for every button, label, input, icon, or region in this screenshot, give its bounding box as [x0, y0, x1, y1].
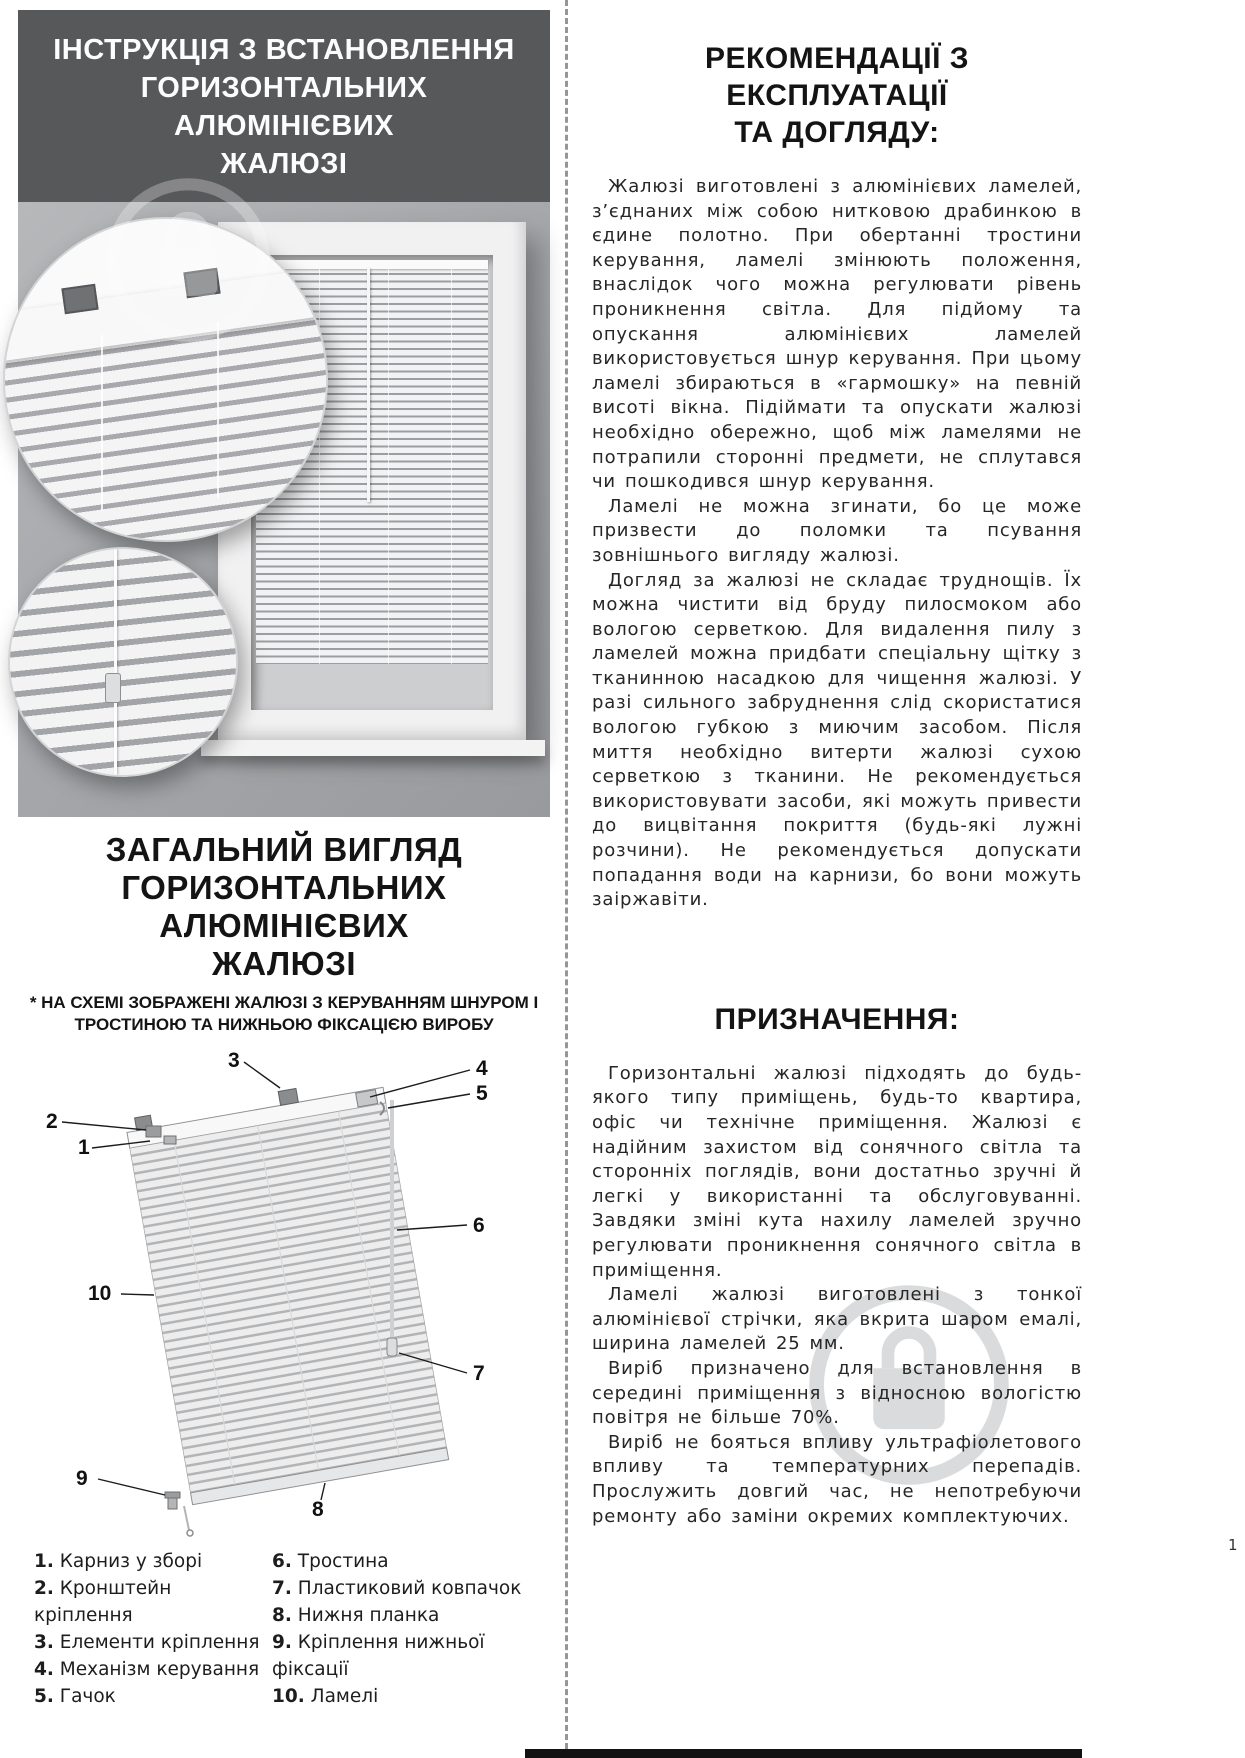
overview-title-line: ГОРИЗОНТАЛЬНИХ АЛЮМІНІЄВИХ — [121, 869, 447, 944]
legend-item — [272, 1575, 550, 1602]
left-column — [18, 10, 550, 1710]
legend-item-label: Ламелі — [310, 1686, 379, 1707]
blinds-ladder-cord — [388, 269, 389, 664]
leader-line-9 — [98, 1479, 165, 1495]
window-sill — [201, 740, 545, 756]
diagram-legend — [18, 1548, 550, 1710]
legend-item-number: 1. — [34, 1551, 54, 1572]
legend-item-label: Тростина — [297, 1551, 389, 1572]
page-number: 1 — [1228, 1536, 1238, 1554]
diagram-callout-1: 1 — [78, 1136, 90, 1159]
legend-item — [34, 1683, 272, 1710]
leader-line-10 — [121, 1294, 154, 1295]
zoomed-bracket — [61, 284, 98, 314]
legend-item-label: Нижня планка — [297, 1605, 440, 1626]
diagram-cord-hook — [187, 1530, 193, 1536]
legend-item-number: 6. — [272, 1551, 292, 1572]
diagram-cord — [184, 1506, 189, 1530]
paragraph: Ламелі жалюзі виготовлені з тонкої алюмінієвої стрічки, яка вкрита шаром емалі, ширина ламелей 25 мм. — [592, 1284, 1082, 1355]
install-title-block — [18, 10, 550, 202]
leader-line-5 — [388, 1094, 470, 1108]
legend-item — [272, 1548, 550, 1575]
legend-item-number: 3. — [34, 1632, 54, 1653]
zoomed-cord — [217, 322, 219, 499]
legend-item-number: 4. — [34, 1659, 54, 1680]
legend-item — [34, 1656, 272, 1683]
leader-line-4 — [370, 1070, 470, 1097]
overview-title — [18, 831, 550, 983]
paragraph: Догляд за жалюзі не складає труднощів. Їх можна чистити від бруду пилосмоком або вологою серветкою. Для видалення пилу з ламелей можна придбати спеціальну щітку з тканинною насадкою для чищення жалюзі. У разі сильного забруднення слід скористатися вологою губкою з миючим засобом. Після миття необхідно витерти жалюзі сухою серветкою з тканини. Не рекомендується використовувати засоби, які можуть привести до вицвітання покриття (будь-які лужні розчини). Не рекомендується допускати попадання води на карнизи, бо вони можуть заіржавіти. — [592, 569, 1082, 911]
purpose-text — [592, 1062, 1082, 1529]
legend-item-number: 7. — [272, 1578, 292, 1599]
headrail-zoom-callout — [3, 217, 328, 542]
overview-title-line: ЖАЛЮЗІ — [211, 945, 357, 982]
diagram-callout-6: 6 — [473, 1214, 485, 1237]
diagram-callout-10: 10 — [88, 1282, 112, 1305]
overview-note-line: * НА СХЕМІ ЗОБРАЖЕНІ ЖАЛЮЗІ З КЕРУВАННЯМ ШНУРОМ І — [29, 993, 539, 1012]
legend-item-number: 5. — [34, 1686, 54, 1707]
zoomed-cord — [114, 549, 117, 775]
legend-item-label: Карниз у зборі — [59, 1551, 203, 1572]
blinds-schematic — [18, 1042, 548, 1538]
diagram-bottom-fixation — [168, 1498, 177, 1509]
overview-note-line: ТРОСТИНОЮ ТА НИЖНЬОЮ ФІКСАЦІЄЮ ВИРОБУ — [74, 1015, 494, 1034]
install-title-line: ІНСТРУКЦІЯ З ВСТАНОВЛЕННЯ — [53, 34, 515, 66]
install-title-line: ГОРИЗОНТАЛЬНИХ АЛЮМІНІЄВИХ — [140, 72, 428, 142]
paragraph: Горизонтальні жалюзі підходять до будь-якого типу приміщень, будь-то квартира, офіс чи технічне приміщення. Жалюзі є надійним захистом від сонячного світла та сторонніх поглядів, вони достатньо зручні й легкі у використанні та обслуговуванні. Завдяки зміні кута нахилу ламелей зручно регулювати проникнення сонячного світла в приміщення. — [592, 1062, 1082, 1281]
diagram-callout-8: 8 — [312, 1498, 324, 1521]
legend-item-label: Пластиковий ковпачок — [297, 1578, 522, 1599]
diagram-bracket-part — [164, 1136, 176, 1144]
scan-edge — [525, 1749, 1082, 1758]
legend-item — [34, 1548, 272, 1575]
zoomed-slats — [8, 547, 238, 777]
legend-item-label: Кронштейн кріплення — [34, 1578, 172, 1626]
column-divider — [565, 0, 568, 1758]
blinds-wand — [367, 268, 370, 502]
paragraph: Виріб не бояться впливу ультрафіолетового впливу та температурних перепадів. Прослужить довгий час, не непотребуючи ремонту або заміни окремих комплектуючих. — [592, 1431, 1082, 1527]
right-column — [592, 30, 1082, 1529]
blinds-ladder-cord — [451, 269, 452, 664]
diagram-callout-7: 7 — [473, 1362, 485, 1385]
legend-item-label: Кріплення нижньої фіксації — [272, 1632, 485, 1680]
diagram-bracket-part — [146, 1126, 161, 1137]
zoomed-plastic-piece — [105, 673, 121, 703]
zoomed-cord — [101, 335, 103, 512]
legend-item — [34, 1629, 272, 1656]
legend-item-label: Механізм керування — [59, 1659, 260, 1680]
zoomed-bracket — [183, 268, 220, 298]
legend-item-label: Гачок — [59, 1686, 116, 1707]
install-title-line: ЖАЛЮЗІ — [220, 148, 348, 180]
recommendations-title-line: ТА ДОГЛЯДУ: — [734, 116, 940, 149]
recommendations-title — [592, 40, 1082, 151]
legend-item-label: Елементи кріплення — [59, 1632, 260, 1653]
paragraph: Ламелі не можна згинати, бо це може призвести до поломки та псування зовнішнього вигляду жалюзі. — [592, 495, 1082, 566]
diagram-plastic-cap — [387, 1338, 397, 1356]
legend-item — [272, 1602, 550, 1629]
diagram-callout-9: 9 — [76, 1467, 88, 1490]
diagram-callout-2: 2 — [46, 1110, 58, 1133]
legend-item — [272, 1683, 550, 1710]
recommendations-text — [592, 175, 1082, 913]
overview-title-line: ЗАГАЛЬНИЙ ВИГЛЯД — [105, 831, 463, 868]
blinds-diagram — [18, 1042, 548, 1538]
purpose-title-line: ПРИЗНАЧЕННЯ: — [714, 1002, 960, 1036]
slats-zoom-callout — [8, 547, 238, 777]
leader-line-3 — [244, 1062, 280, 1088]
legend-column-1 — [34, 1548, 272, 1710]
diagram-callout-5: 5 — [476, 1082, 488, 1105]
legend-item-number: 8. — [272, 1605, 292, 1626]
diagram-callout-3: 3 — [228, 1049, 240, 1072]
legend-item-number: 10. — [272, 1686, 305, 1707]
recommendations-title-line: РЕКОМЕНДАЦІЇ З ЕКСПЛУАТАЦІЇ — [704, 42, 970, 112]
legend-item-number: 9. — [272, 1632, 292, 1653]
blinds-photo-illustration — [18, 202, 550, 817]
paragraph: Виріб призначено для встановлення в середині приміщення з відносною вологістю повітря не більше 70%. — [592, 1357, 1082, 1429]
overview-note — [18, 992, 550, 1036]
paragraph: Жалюзі виготовлені з алюмінієвих ламелей, з’єднаних між собою нитковою драбинкою в єдине полотно. При обертанні тростини керування, ламелі змінюють положення, внаслідок чого можна регулювати рівень проникнення світла. Для підйому та опускання алюмінієвих ламелей використовується шнур керування. При цьому ламелі збираються в «гармошку» на певній висоті вікна. Підіймати та опускати жалюзі необхідно обережно, щоб між ламелями не потрапили сторонні предмети, не сплутався чи пошкодився шнур керування. — [592, 176, 1082, 493]
diagram-control-mechanism — [356, 1090, 378, 1107]
legend-item-number: 2. — [34, 1578, 54, 1599]
legend-column-2 — [272, 1548, 550, 1710]
legend-item — [34, 1575, 272, 1629]
legend-item — [272, 1629, 550, 1683]
purpose-title — [592, 1001, 1082, 1038]
diagram-callout-4: 4 — [476, 1057, 488, 1080]
diagram-bottom-fixation — [165, 1492, 180, 1498]
leader-line-2 — [62, 1122, 146, 1130]
diagram-fastening-element — [278, 1088, 298, 1105]
